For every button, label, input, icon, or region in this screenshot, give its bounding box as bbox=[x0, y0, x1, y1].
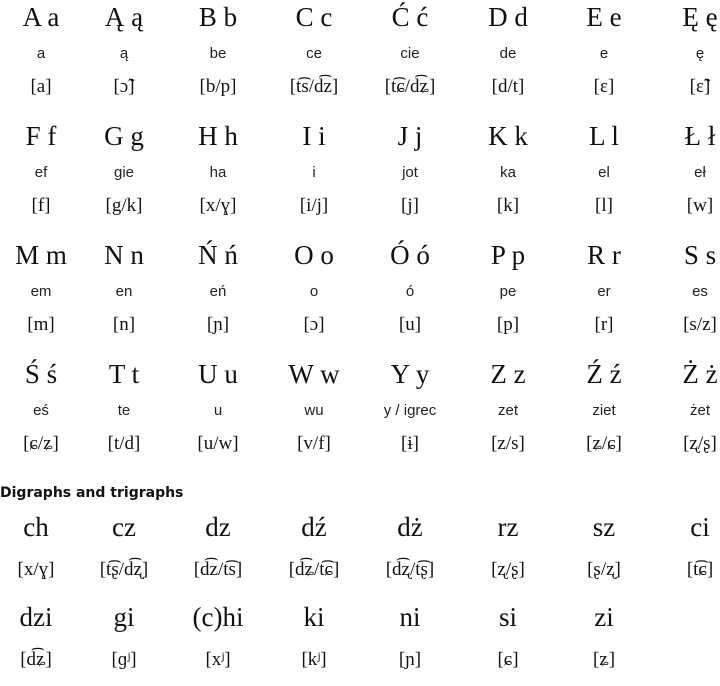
letter-ipa: [g/k] bbox=[105, 195, 143, 216]
letter-ipa: [j] bbox=[401, 195, 419, 216]
letter-glyph: I i bbox=[302, 121, 326, 151]
letter-name: ą bbox=[119, 45, 129, 62]
digraph-glyph: dź bbox=[301, 512, 327, 542]
letter-glyph: Ń ń bbox=[198, 240, 238, 270]
letter-cell bbox=[266, 238, 362, 357]
letter-glyph: E e bbox=[586, 2, 622, 32]
letter-name: jot bbox=[402, 164, 418, 181]
letter-name: eł bbox=[694, 164, 706, 181]
letter-ipa: [t͡ɕ/d͡ʑ] bbox=[384, 76, 436, 97]
letter-ipa: [k] bbox=[496, 195, 520, 216]
letter-cell bbox=[556, 0, 652, 119]
digraph-glyph: gi bbox=[113, 602, 135, 632]
letter-glyph: C c bbox=[295, 2, 333, 32]
letter-ipa: [ɔ̃] bbox=[113, 76, 135, 97]
letter-ipa: [ɛ̃] bbox=[689, 76, 711, 97]
letter-name: eń bbox=[209, 283, 227, 300]
letter-cell bbox=[556, 238, 652, 357]
letter-glyph: P p bbox=[490, 240, 526, 270]
alphabet-row bbox=[0, 0, 720, 119]
letter-glyph: S s bbox=[683, 240, 717, 270]
letter-glyph: J j bbox=[397, 121, 423, 151]
alphabet-row bbox=[0, 238, 720, 357]
letter-name: te bbox=[117, 402, 131, 419]
letter-cell bbox=[76, 357, 172, 476]
letter-name: de bbox=[499, 45, 517, 62]
digraph-glyph: si bbox=[498, 602, 517, 632]
letter-name: be bbox=[209, 45, 227, 62]
digraph-glyph: sz bbox=[592, 512, 616, 542]
digraph-ipa: [ʂ/ʐ] bbox=[587, 559, 621, 580]
letter-cell bbox=[76, 0, 172, 119]
letter-cell bbox=[76, 119, 172, 238]
letter-cell bbox=[170, 119, 266, 238]
letter-name: gie bbox=[113, 164, 135, 181]
digraph-ipa: [t͡ʂ/d͡ʐ] bbox=[99, 559, 149, 580]
letter-cell bbox=[460, 0, 556, 119]
letter-name: ka bbox=[500, 164, 516, 181]
letter-cell bbox=[266, 0, 362, 119]
letter-ipa: [p] bbox=[496, 314, 520, 335]
digraph-cell bbox=[460, 600, 556, 686]
letter-cell bbox=[266, 119, 362, 238]
letter-glyph: Ć ć bbox=[391, 2, 429, 32]
letter-name: ef bbox=[34, 164, 48, 181]
letter-glyph: Ź ź bbox=[586, 359, 622, 389]
letter-glyph: W w bbox=[288, 359, 340, 389]
letter-name: e bbox=[599, 45, 609, 62]
letter-name: er bbox=[597, 283, 611, 300]
letter-cell bbox=[170, 238, 266, 357]
digraph-cell bbox=[460, 510, 556, 596]
letter-glyph: F f bbox=[25, 121, 57, 151]
letter-name: el bbox=[598, 164, 610, 181]
letter-glyph: Ó ó bbox=[390, 240, 430, 270]
letter-name: em bbox=[30, 283, 52, 300]
letter-glyph: A a bbox=[22, 2, 60, 32]
letter-name: ce bbox=[306, 45, 322, 62]
digraph-glyph: cz bbox=[112, 512, 136, 542]
digraph-cell bbox=[652, 510, 720, 596]
letter-cell bbox=[556, 119, 652, 238]
digraph-cell bbox=[76, 510, 172, 596]
letter-ipa: [t͡s/d͡z] bbox=[289, 76, 339, 97]
letter-glyph: O o bbox=[294, 240, 334, 270]
letter-glyph: L l bbox=[589, 121, 619, 151]
letter-glyph: Ś ś bbox=[24, 359, 58, 389]
letter-glyph: T t bbox=[108, 359, 140, 389]
letter-cell bbox=[362, 119, 458, 238]
letter-glyph: Ż ż bbox=[682, 359, 718, 389]
digraph-glyph: (c)hi bbox=[192, 602, 244, 632]
digraph-ipa: [d͡ʐ/t͡ʂ] bbox=[385, 559, 435, 580]
letter-ipa: [t/d] bbox=[107, 433, 141, 454]
letter-name: zet bbox=[497, 402, 518, 419]
digraph-ipa: [ʑ] bbox=[592, 649, 616, 670]
digraph-cell bbox=[76, 600, 172, 686]
letter-name: wu bbox=[304, 402, 324, 419]
letter-glyph: Z z bbox=[490, 359, 526, 389]
letter-ipa: [d/t] bbox=[491, 76, 525, 97]
digraph-ipa: [d͡z/t͡s] bbox=[193, 559, 243, 580]
letter-glyph: B b bbox=[198, 2, 238, 32]
letter-ipa: [u/w] bbox=[197, 433, 239, 454]
letter-name: ziet bbox=[592, 402, 616, 419]
digraph-cell bbox=[362, 600, 458, 686]
letter-ipa: [r] bbox=[594, 314, 614, 335]
letter-ipa: [b/p] bbox=[199, 76, 237, 97]
section-title: Digraphs and trigraphs bbox=[0, 485, 184, 501]
letter-cell bbox=[460, 238, 556, 357]
digraph-cell bbox=[266, 510, 362, 596]
letter-cell bbox=[170, 357, 266, 476]
letter-cell bbox=[652, 238, 720, 357]
digraph-row bbox=[0, 600, 720, 686]
letter-name: a bbox=[36, 45, 46, 62]
digraph-cell bbox=[0, 600, 84, 686]
alphabet-row bbox=[0, 357, 720, 476]
digraph-ipa: [d͡ʑ] bbox=[20, 649, 52, 670]
letter-cell bbox=[652, 0, 720, 119]
letter-glyph: R r bbox=[587, 240, 621, 270]
letter-cell bbox=[652, 357, 720, 476]
letter-glyph: N n bbox=[104, 240, 144, 270]
letter-name: y / igrec bbox=[383, 402, 437, 419]
letter-ipa: [z/s] bbox=[491, 433, 525, 454]
letter-name: eś bbox=[33, 402, 49, 419]
digraph-cell bbox=[556, 510, 652, 596]
letter-name: żet bbox=[689, 402, 710, 419]
letter-ipa: [f] bbox=[31, 195, 51, 216]
letter-cell bbox=[266, 357, 362, 476]
letter-cell bbox=[170, 0, 266, 119]
digraph-ipa: [ʐ/ʂ] bbox=[491, 559, 525, 580]
letter-glyph: K k bbox=[488, 121, 528, 151]
letter-glyph: Ę ę bbox=[682, 2, 718, 32]
letter-cell bbox=[362, 357, 458, 476]
digraph-glyph: zi bbox=[594, 602, 614, 632]
letter-name: u bbox=[213, 402, 223, 419]
letter-ipa: [s/z] bbox=[683, 314, 717, 335]
letter-cell bbox=[460, 357, 556, 476]
digraph-cell bbox=[0, 510, 84, 596]
letter-glyph: Y y bbox=[390, 359, 430, 389]
digraph-glyph: dzi bbox=[19, 602, 53, 632]
digraph-glyph: dż bbox=[397, 512, 423, 542]
letter-glyph: M m bbox=[15, 240, 67, 270]
digraph-ipa: [kʲ] bbox=[301, 649, 327, 670]
letter-ipa: [ɔ] bbox=[303, 314, 325, 335]
letter-name: es bbox=[692, 283, 708, 300]
letter-name: pe bbox=[499, 283, 517, 300]
digraph-cell bbox=[362, 510, 458, 596]
letter-glyph: H h bbox=[198, 121, 238, 151]
digraph-cell bbox=[170, 600, 266, 686]
letter-name: ha bbox=[209, 164, 227, 181]
letter-name: cie bbox=[400, 45, 420, 62]
letter-ipa: [u] bbox=[398, 314, 422, 335]
digraph-ipa: [ɕ] bbox=[497, 649, 519, 670]
letter-ipa: [ɕ/ʑ] bbox=[23, 433, 59, 454]
letter-glyph: Ł ł bbox=[684, 121, 716, 151]
digraph-glyph: ci bbox=[690, 512, 710, 542]
digraph-ipa: [x/ɣ] bbox=[17, 559, 55, 580]
letter-glyph: G g bbox=[104, 121, 144, 151]
letter-cell bbox=[556, 357, 652, 476]
letter-ipa: [ʑ/ɕ] bbox=[586, 433, 622, 454]
digraph-ipa: [d͡ʑ/t͡ɕ] bbox=[288, 559, 340, 580]
letter-name: ę bbox=[695, 45, 705, 62]
letter-ipa: [ʐ/ʂ] bbox=[683, 433, 717, 454]
digraph-ipa: [ɲ] bbox=[398, 649, 422, 670]
digraph-cell bbox=[170, 510, 266, 596]
letter-cell bbox=[460, 119, 556, 238]
digraph-cell bbox=[556, 600, 652, 686]
letter-name: i bbox=[312, 164, 316, 181]
letter-name: o bbox=[309, 283, 319, 300]
letter-ipa: [m] bbox=[27, 314, 55, 335]
letter-name: en bbox=[115, 283, 133, 300]
letter-glyph: Ą ą bbox=[104, 2, 144, 32]
letter-ipa: [i/j] bbox=[299, 195, 329, 216]
digraph-ipa: [ɡʲ] bbox=[111, 649, 137, 670]
letter-ipa: [x/ɣ] bbox=[199, 195, 237, 216]
digraph-cell bbox=[266, 600, 362, 686]
digraph-row bbox=[0, 510, 720, 596]
digraph-ipa: [t͡ɕ] bbox=[686, 559, 714, 580]
letter-cell bbox=[652, 119, 720, 238]
letter-cell bbox=[362, 0, 458, 119]
letter-ipa: [n] bbox=[112, 314, 136, 335]
digraph-ipa: [xʲ] bbox=[205, 649, 231, 670]
digraph-glyph: dz bbox=[205, 512, 231, 542]
letter-ipa: [v/f] bbox=[297, 433, 331, 454]
letter-ipa: [ɨ] bbox=[401, 433, 419, 454]
letter-glyph: U u bbox=[198, 359, 238, 389]
letter-ipa: [ɛ] bbox=[593, 76, 615, 97]
letter-ipa: [ɲ] bbox=[206, 314, 230, 335]
digraph-glyph: ni bbox=[399, 602, 421, 632]
digraph-glyph: rz bbox=[497, 512, 519, 542]
digraph-glyph: ch bbox=[23, 512, 49, 542]
digraph-glyph: ki bbox=[303, 602, 325, 632]
letter-cell bbox=[362, 238, 458, 357]
letter-ipa: [w] bbox=[686, 195, 714, 216]
letter-glyph: D d bbox=[488, 2, 528, 32]
letter-ipa: [l] bbox=[595, 195, 613, 216]
alphabet-row bbox=[0, 119, 720, 238]
letter-ipa: [a] bbox=[30, 76, 52, 97]
letter-name: ó bbox=[405, 283, 415, 300]
letter-cell bbox=[76, 238, 172, 357]
